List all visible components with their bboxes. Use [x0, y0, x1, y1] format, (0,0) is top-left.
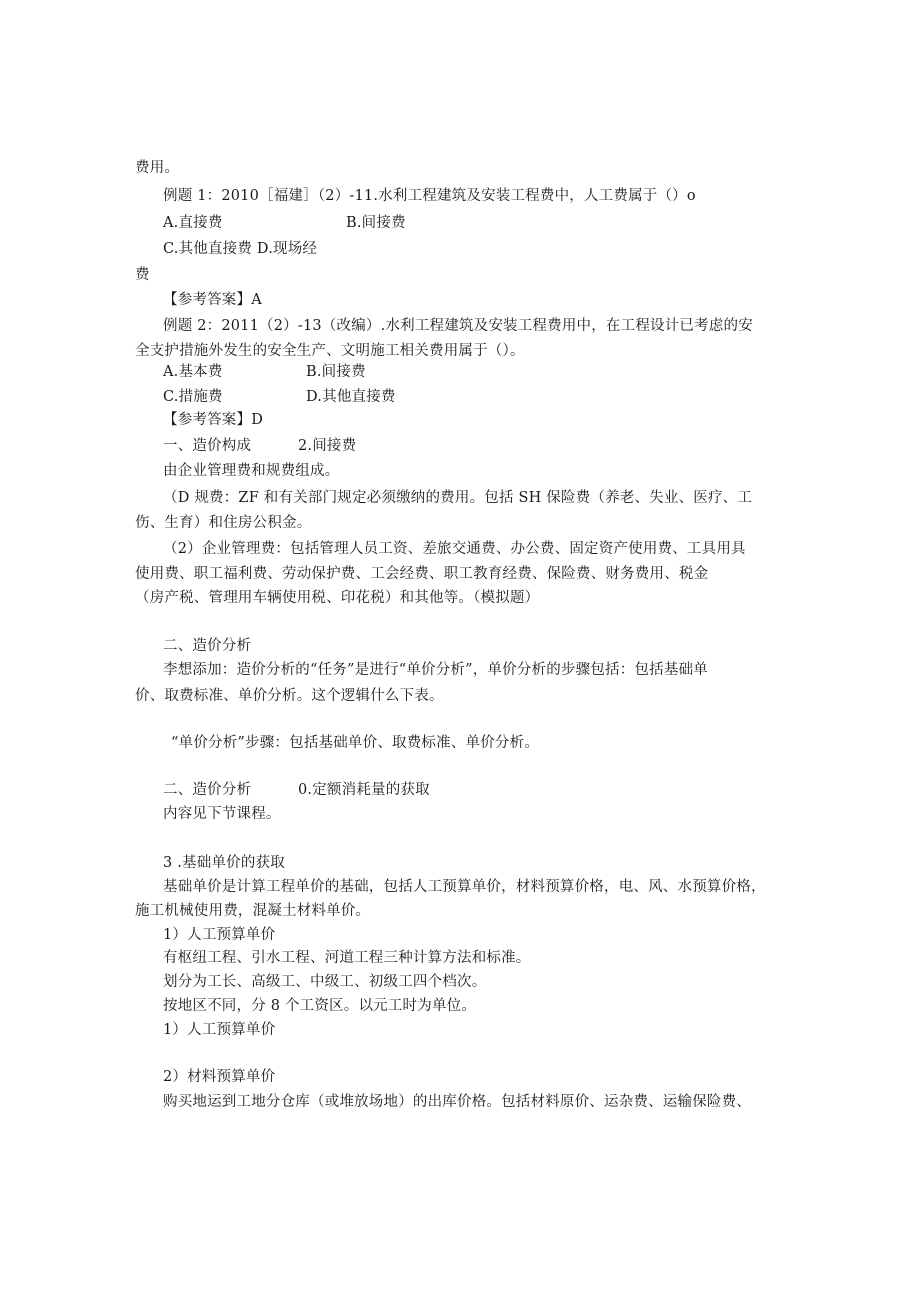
- option-c: C.措施费: [163, 389, 223, 405]
- answer: 【参考答案】D: [163, 412, 264, 428]
- item-heading: 1）人工预算单价: [163, 927, 276, 943]
- option-d: D.其他直接费: [306, 389, 396, 405]
- subsection-heading: 0.定额消耗量的获取: [298, 782, 430, 798]
- text-line: 李想添加：造价分析的“任务”是进行“单价分析”，单价分析的步骤包括：包括基础单: [163, 662, 708, 678]
- subsection-heading: 2.间接费: [298, 438, 357, 454]
- option-b: B.间接费: [306, 364, 366, 380]
- text-line: 施工机械使用费，混凝土材料单价。: [135, 903, 371, 919]
- text-line: 划分为工长、高级工、中级工、初级工四个档次。: [163, 974, 487, 990]
- text-line: （房产税、管理用车辆使用税、印花税）和其他等。（模拟题）: [135, 590, 540, 606]
- text-line: 费用。: [135, 160, 180, 176]
- text-line: “单价分析”步骤：包括基础单价、取费标准、单价分析。: [171, 735, 540, 751]
- section-heading: 一、造价构成: [163, 438, 252, 454]
- text-line: 由企业管理费和规费组成。: [163, 463, 340, 479]
- text-line: （2）企业管理费：包括管理人员工资、差旅交通费、办公费、固定资产使用费、工具用具: [163, 541, 746, 557]
- example-question: 例题 1：2010［福建］（2）-11.水利工程建筑及安装工程费中，人工费属于（）o: [163, 188, 696, 204]
- text-line: 使用费、职工福利费、劳动保护费、工会经费、职工教育经费、保险费、财务费用、税金: [135, 566, 709, 582]
- text-line: 费: [135, 267, 150, 283]
- option-b: B.间接费: [346, 215, 406, 231]
- text-line: 内容见下节课程。: [163, 806, 281, 822]
- text-line: 购买地运到工地分仓库（或堆放场地）的出库价格。包括材料原价、运杂费、运输保险费、: [163, 1094, 751, 1110]
- section-heading: 二、造价分析: [163, 782, 252, 798]
- example-question: 例题 2：2011（2）-13（改编）.水利工程建筑及安装工程费用中，在工程设计已考虑的安: [163, 318, 753, 334]
- item-heading: 2）材料预算单价: [163, 1069, 276, 1085]
- option-c-d: C.其他直接费 D.现场经: [163, 241, 318, 257]
- text-line: 全支护措施外发生的安全生产、文明施工相关费用属于（）。: [135, 343, 525, 359]
- answer: 【参考答案】A: [163, 292, 262, 308]
- text-line: （D 规费：ZF 和有关部门规定必须缴纳的费用。包括 SH 保险费（养老、失业、医疗、工: [163, 490, 753, 506]
- text-line: 基础单价是计算工程单价的基础，包括人工预算单价，材料预算价格，电、风、水预算价格，: [163, 879, 766, 895]
- text-line: 伤、生育）和住房公积金。: [135, 515, 312, 531]
- item-heading: 1）人工预算单价: [163, 1022, 276, 1038]
- section-heading: 二、造价分析: [163, 638, 252, 654]
- text-line: 按地区不同，分 8 个工资区。以元工时为单位。: [163, 998, 477, 1014]
- option-a: A.基本费: [163, 364, 223, 380]
- subsection-heading: 3 .基础单价的获取: [163, 855, 285, 871]
- text-line: 价、取费标准、单价分析。这个逻辑什么下表。: [135, 688, 444, 704]
- option-a: A.直接费: [163, 215, 223, 231]
- text-line: 有枢纽工程、引水工程、河道工程三种计算方法和标准。: [163, 950, 531, 966]
